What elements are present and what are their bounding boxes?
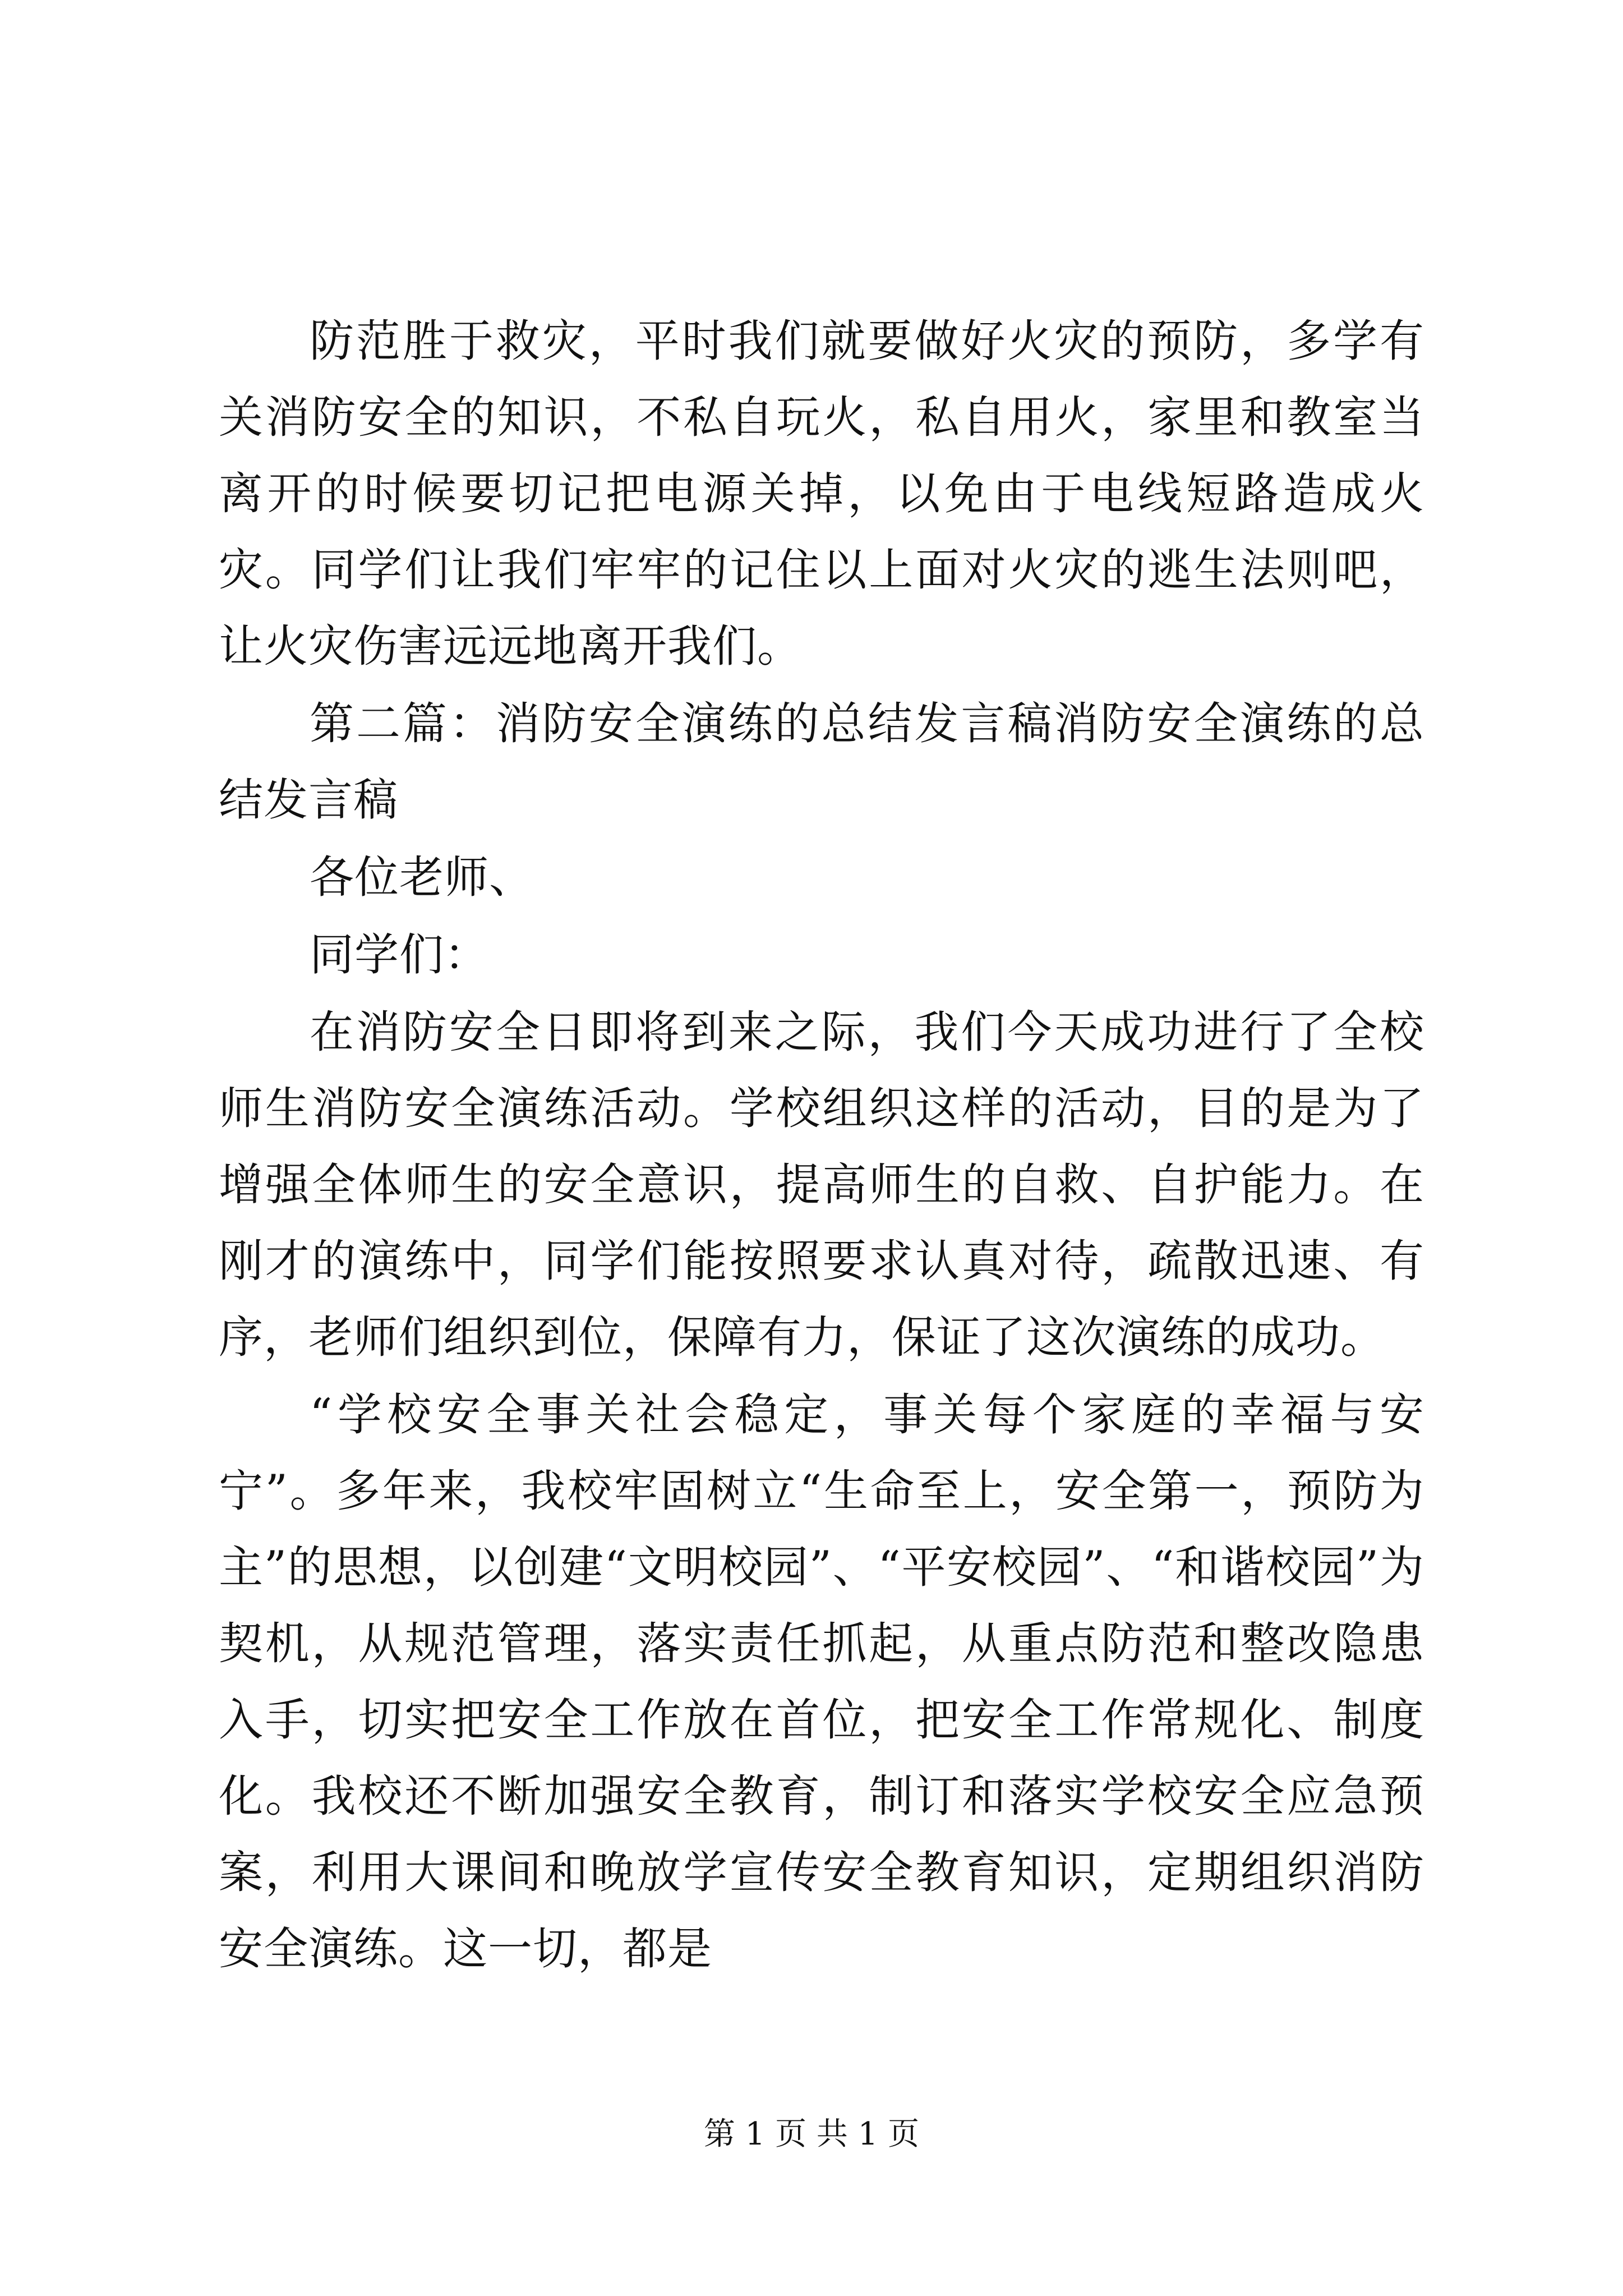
document-body: [219, 303, 1424, 1988]
paragraph-fire-prevention: 防范胜于救灾，平时我们就要做好火灾的预防，多学有关消防安全的知识，不私自玩火，私自用火，家里和教室当离开的时候要切记把电源关掉，以免由于电线短路造成火灾。同学们让我们牢牢的记住以上面对火灾的逃生法则吧，让火灾伤害远远地离开我们。: [219, 315, 1424, 672]
paragraph-salutation-students: 同学们：: [310, 929, 489, 981]
paragraph-drill-summary: 在消防安全日即将到来之际，我们今天成功进行了全校师生消防安全演练活动。学校组织这样的活动，目的是为了增强全体师生的安全意识，提高师生的自救、自护能力。在刚才的演练中，同学们能按照要求认真对待，疏散迅速、有序，老师们组织到位，保障有力，保证了这次演练的成功。: [219, 1006, 1424, 1363]
page-footer: 第 1 页 共 1 页: [703, 2116, 920, 2152]
paragraph-school-safety: “学校安全事关社会稳定，事关每个家庭的幸福与安宁”。多年来，我校牢固树立“生命至上，安全第一，预防为主”的思想，以创建“文明校园”、“平安校园”、“和谐校园”为契机，从规范管理，落实责任抓起，从重点防范和整改隐患入手，切实把安全工作放在首位，把安全工作常规化、制度化。我校还不断加强安全教育，制订和落实学校安全应急预案，利用大课间和晚放学宣传安全教育知识，定期组织消防安全演练。这一切，都是: [219, 1389, 1424, 1975]
paragraph-salutation-teachers: 各位老师、: [310, 852, 534, 903]
paragraph-section-title: 第二篇：消防安全演练的总结发言稿消防安全演练的总结发言稿: [219, 698, 1424, 826]
